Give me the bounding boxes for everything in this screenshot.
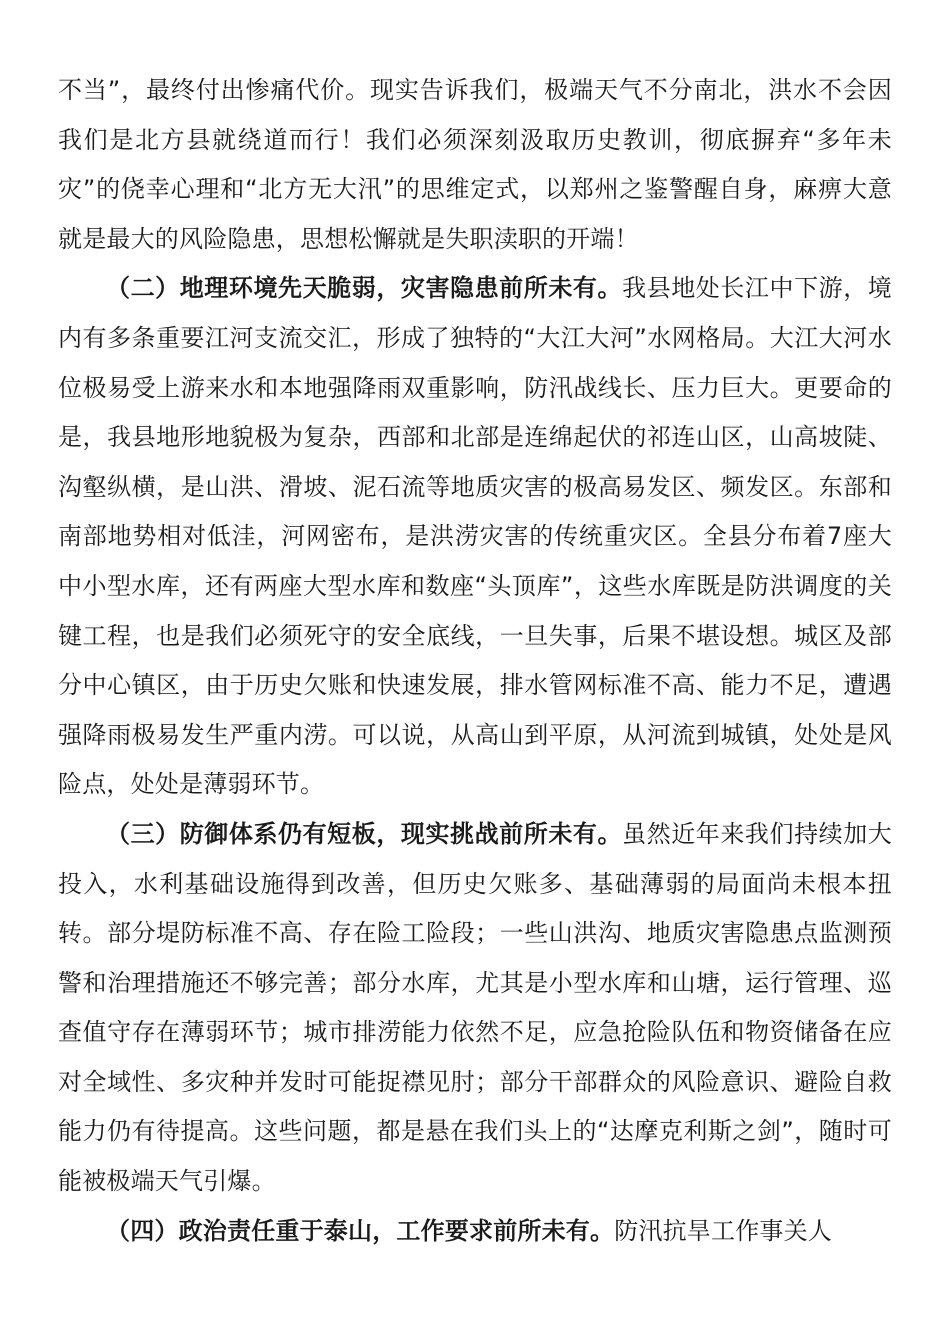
document-page: [58, 66, 892, 1256]
paragraph-3-text: 虽然近年来我们持续加大投入，水利基础设施得到改善，但历史欠账多、基础薄弱的局面尚未根本扭转。部分堤防标准不高、存在险工险段；一些山洪沟、地质灾害隐患点监测预警和治理措施还不够完善；部分水库，尤其是小型水库和山塘，运行管理、巡查值守存在薄弱环节；城市排涝能力依然不足，应急抢险队伍和物资储备在应对全域性、多灾种并发时可能捉襟见肘；部分干部群众的风险意识、避险自救能力仍有待提高。这些问题，都是悬在我们头上的“达摩克利斯之剑”，随时可能被极端天气引爆。: [58, 819, 893, 1196]
paragraph-2-heading: （二）地理环境先天脆弱，灾害隐患前所未有。: [106, 274, 623, 303]
paragraph-4-text: 防汛抗旱工作事关人: [614, 1216, 833, 1245]
paragraph-4: [58, 1207, 892, 1257]
paragraph-2: [58, 264, 892, 810]
paragraph-1-text: 不当”，最终付出惨痛代价。现实告诉我们，极端天气不分南北，洪水不会因我们是北方县就绕道而行！我们必须深刻汲取历史教训，彻底摒弃“多年未灾”的侥幸心理和“北方无大汛”的思维定式，以郑州之鉴警醒自身，麻痹大意就是最大的风险隐患，思想松懈就是失职渎职的开端！: [58, 76, 892, 253]
paragraph-3-heading: （三）防御体系仍有短板，现实挑战前所未有。: [106, 819, 623, 848]
paragraph-3: [58, 810, 892, 1207]
paragraph-2-text: 我县地处长江中下游，境内有多条重要江河支流交汇，形成了独特的“大江大河”水网格局。大江大河水位极易受上游来水和本地强降雨双重影响，防汛战线长、压力巨大。更要命的是，我县地形地貌极为复杂，西部和北部是连绵起伏的祁连山区，山高坡陡、沟壑纵横，是山洪、滑坡、泥石流等地质灾害的极高易发区、频发区。东部和南部地势相对低洼，河网密布，是洪涝灾害的传统重灾区。全县分布着7座大中小型水库，还有两座大型水库和数座“头顶库”，这些水库既是防洪调度的关键工程，也是我们必须死守的安全底线，一旦失事，后果不堪设想。城区及部分中心镇区，由于历史欠账和快速发展，排水管网标准不高、能力不足，遭遇强降雨极易发生严重内涝。可以说，从高山到平原，从河流到城镇，处处是风险点，处处是薄弱环节。: [58, 274, 893, 799]
paragraph-1: [58, 66, 892, 264]
paragraph-4-heading: （四）政治责任重于泰山，工作要求前所未有。: [106, 1216, 615, 1245]
